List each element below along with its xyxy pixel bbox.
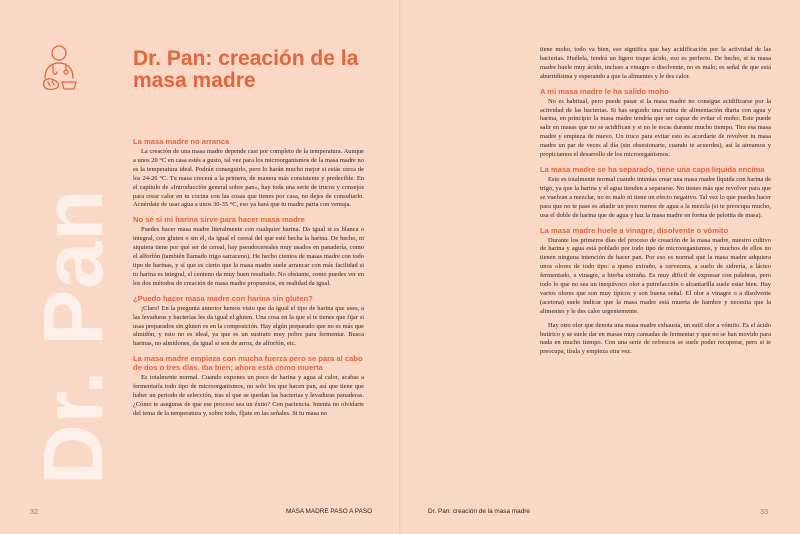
right-page-number: 33 bbox=[760, 507, 768, 516]
section-heading: La masa madre huele a vinagre, disolvente o vómito bbox=[540, 225, 729, 235]
left-page-number: 32 bbox=[30, 507, 38, 516]
section-heading: No sé si mi harina sirve para hacer masa madre bbox=[133, 215, 305, 225]
paragraph: Esto es totalmente normal cuando intentas crear una masa madre líquida con harina de trigo, ya que la harina y el agua tienden a separarse. No tienes más que revolver para que se vuelvan a mezclar, no es malo ni tiene un efecto negativo. Tal vez lo que puedes hacer para que no te pase es añadir un poco menos de agua a la mezcla (si te preocupa mucho, usa el doble de harina que de agua y haz la masa madre en forma de pelotita de masa). bbox=[540, 175, 771, 219]
paragraph: Hay otro olor que denota una masa madre exhausta, un sutil olor a vómito. Es el ácido butírico y se suele dar en masas muy cansadas de fermentar y que no se han movido para nada en mucho tiempo. Con una serie de refrescos se suele poder recuperar, pero si te preocupa, tírala y empieza otra vez. bbox=[540, 321, 771, 356]
chapter-title: Dr. Pan: creación de la masa madre bbox=[133, 47, 359, 92]
paragraph: No es habitual, pero puede pasar si la masa madre no consigue acidificarse por la actividad de las bacterias. Si has seguido una rutina de alimentación diaria con agua y harina, en principio la masa madre tendría que ser capaz de evitar el moho. Este puede salir en masas que no se acidifican y si no le tocas durante mucho tiempo. Tira esa masa madre y empieza de nuevo. Un truco para evitar esto es acordarte de revolver tu masa madre un par de veces al día (sin obsesionarte, cuando te acuerdes), así la aireamos y propiciamos el desarrollo de los microorganismos. bbox=[540, 97, 771, 159]
paragraph: ¡Claro! En la pregunta anterior hemos visto que da igual el tipo de harina que uses, a las levaduras y bacterias les da igual el gluten. Una cosa en la que sí te tienes que fijar si usas preparados sin gluten es en la composición. Hay algún preparado que no es más que almidón, y esto no es ideal, ya que es un sustrato muy pobre para fermentar. Busca harinas, no almidones, da igual si son de arroz, de alforfón, etc. bbox=[133, 304, 364, 348]
continued-paragraph: tiene moho, todo va bien, eso significa que hay acidificación por la actividad de las bacterias. Huélela, tendrá un ligero toque ácido, eso es perfecto. De hecho, si tu masa madre huele muy ácido, incluso a vinagre o disolvente, no es malo; es señal de que está aburridísima y esperando a que la alimentes y le des calor. bbox=[540, 46, 771, 80]
right-running-title: Dr. Pan: creación de la masa madre bbox=[428, 508, 530, 515]
section-heading: ¿Puedo hacer masa madre con harina sin gluten? bbox=[133, 293, 313, 303]
paragraph: Puedes hacer masa madre literalmente con cualquier harina. Da igual si es blanca o integral, con gluten o sin él, da igual el cereal del que esté hecha la harina. De hecho, ni siquiera tiene por qué ser de cereal, hay pseudocereales muy usados en panadería, como el alforfón (también llamado trigo sarraceno). He hecho cientos de masas madre con todo tipo de harinas, y sí que es cierto que la masa madre suele arrancar con más facilidad si tu harina es integral, el centeno da muy buen resultado. No obstante, como puedes ver en los dos métodos de creación de masa madre propuestos, en realidad da igual. bbox=[133, 226, 364, 287]
left-running-title: MASA MADRE PASO A PASO bbox=[286, 508, 373, 515]
page-gutter bbox=[399, 0, 401, 534]
paragraph: La creación de una masa madre depende casi por completo de la temperatura. Aunque a unos 20 °C en casa estés a gusto, tal vez para los microorganismos de la masa madre no es la temperatura ideal. Podrán conseguirlo, pero lo harán mucho mejor si estás cerca de los 24-26 °C. Tu masa crecerá a la primera, de manera más consistente y predecible. En el capítulo de «Introducción general sobre pan», hay toda una serie de trucos y consejos para crear calor en tu cocina con las cosas que tienes por casa, no dejes de consultarlo. Acuérdate de usar agua a unos 30-35 °C, eso ya hará que tu madre parta con ventaja. bbox=[133, 148, 364, 209]
section-heading: La masa madre empieza con mucha fuerza pero se para al cabo de dos o tres días. Iba bien; ahora está como muerta bbox=[133, 354, 363, 373]
vertical-chapter-title: Dr. Pan bbox=[26, 188, 120, 485]
doctor-bread-icon bbox=[38, 42, 80, 92]
right-page-text bbox=[540, 46, 771, 362]
section-heading: La masa madre se ha separado, tiene una capa líquida encima bbox=[540, 164, 765, 174]
section-heading: A mi masa madre le ha salido moho bbox=[540, 86, 669, 96]
paragraph: Es totalmente normal. Cuando expones un poco de harina y agua al calor, acabas a fermentarla todo tipo de microorganismos, no solo los que hacen pan, así que tiene que haber un periodo de selección, tras el que se quedan las bacterias y levaduras panaderas. ¿Cómo te aseguras de que ese proceso sea un éxito? Con paciencia. Intenta no olvidarte del tema de la temperatura y, sobre todo, fíjate en las señales. Si tu masa no bbox=[133, 374, 364, 417]
section-heading: La masa madre no arranca bbox=[133, 137, 230, 146]
left-page-text bbox=[133, 137, 364, 424]
paragraph: Durante los primeros días del proceso de creación de la masa madre, nuestro cultivo de harina y agua está poblado por todo tipo de microorganismos, y muchos de ellos no tienen ninguna intención de hacer pan. Por eso es normal que la masa madre adquiera unos olores de todo tipo: a queso extraño, a cervecera, a suelo de sidrería, a lácteo fermentado, a vinagre, a hierba extraña. Es muy difícil de expresar con palabras, pero todo lo que no sea un inequívoco olor a putrefacción o alcantarilla suele estar bien. Hay varios olores que son muy típicos y son buena señal. El olor a vinagre o a disolvente (acetona) suele indicar que la masa madre está muerta de hambre y necesita que la alimentes y le des calor urgentemente. bbox=[540, 236, 771, 315]
